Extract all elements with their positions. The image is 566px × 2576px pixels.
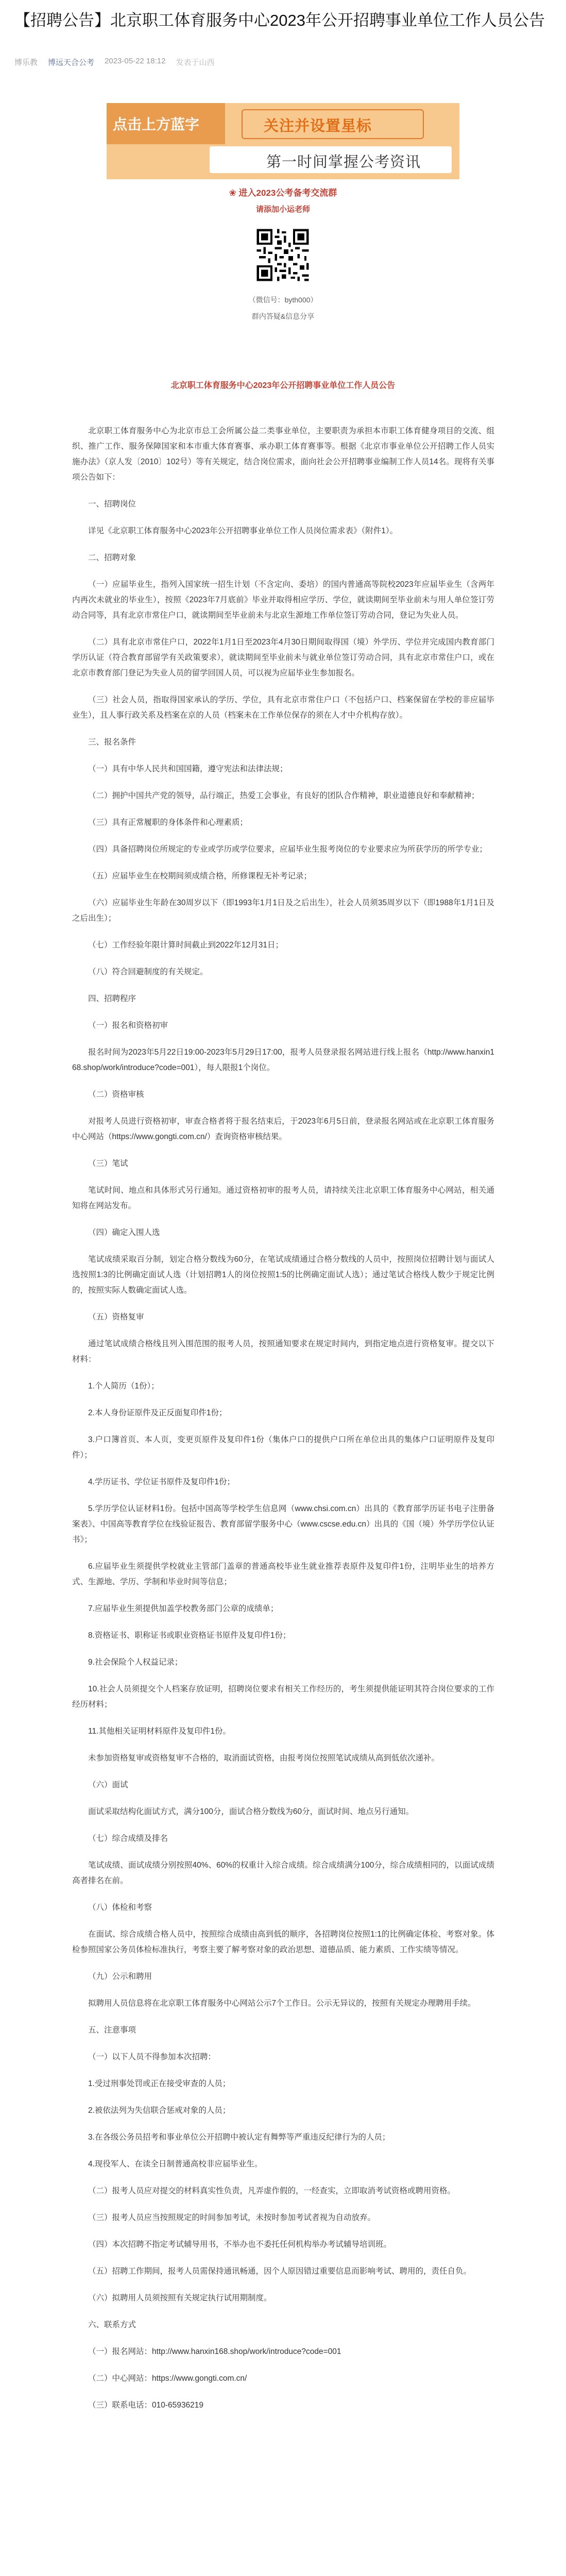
body-paragraph: 未参加资格复审或资格复审不合格的，取消面试资格，由报考岗位按照笔试成绩从高到低依次递补。 — [88, 1754, 440, 1762]
list-item: 2.本人身份证原件及正反面复印件1份； — [88, 1409, 227, 1417]
section-heading: 四、招聘程序 — [88, 994, 136, 1003]
sub-heading: （七）综合成绩及排名 — [88, 1834, 168, 1843]
qr-caption-wechat: （微信号：byth000） — [248, 296, 318, 304]
body-paragraph: （四）具备招聘岗位所规定的专业或学历或学位要求，应届毕业生报考岗位的专业要求应为所获学历的所学专业； — [88, 845, 488, 854]
list-item: 10.社会人员须提交个人档案存放证明，招聘岗位要求有相关工作经历的，考生须提供能证明其符合岗位要求的工作经历材料； — [72, 1685, 494, 1709]
list-item: 7.应届毕业生须提供加盖学校教务部门公章的成绩单； — [88, 1604, 279, 1613]
sub-heading: （一）报名和资格初审 — [88, 1021, 168, 1030]
banner-bottom-text: 第一时间掌握公考资讯 — [266, 154, 421, 171]
body-paragraph: （二）报考人员应对提交的材料真实性负责，凡弄虚作假的，一经查实，立即取消考试资格或聘用资格。 — [88, 2187, 456, 2195]
sub-heading: （五）资格复审 — [88, 1313, 144, 1321]
body-paragraph: （三）具有正常履职的身体条件和心理素质； — [88, 818, 248, 827]
sub-heading: （三）笔试 — [88, 1159, 128, 1168]
list-item: 9.社会保险个人权益记录； — [88, 1658, 183, 1667]
qr-caption-group: 群内答疑&信息分享 — [251, 312, 315, 320]
section-heading: 六、联系方式 — [88, 2320, 136, 2329]
section-heading: 一、招聘岗位 — [88, 500, 136, 509]
body-paragraph: 详见《北京职工体育服务中心2023年公开招聘事业单位工作人员岗位需求表》（附件1）。 — [88, 527, 398, 535]
list-item: 3.户口簿首页、本人页，变更页原件及复印件1份（集体户口的提供户口所在单位出具的集体户口证明原件及复印件）； — [72, 1435, 494, 1460]
body-paragraph: （六）应届毕业生年龄在30周岁以下（即1993年1月1日及之后出生），社会人员须35周岁以下（即1988年1月1日及之后出生）； — [72, 899, 494, 923]
body-paragraph: 拟聘用人员信息将在北京职工体育服务中心网站公示7个工作日。公示无异议的，按照有关规定办理聘用手续。 — [88, 1999, 476, 2008]
body-paragraph: 通过笔试成绩合格线且列入围范围的报考人员，按照通知要求在规定时间内，到指定地点进行资格复审。提交以下材料： — [72, 1340, 494, 1364]
article-body — [72, 423, 494, 2425]
sub-heading: （六）面试 — [88, 1781, 128, 1789]
sub-heading: （一）以下人员不得参加本次招聘： — [88, 2053, 216, 2061]
list-item: 1.受过刑事处罚或正在接受审查的人员； — [88, 2079, 231, 2088]
contact-registration-site[interactable]: （一）报名网站：http://www.hanxin168.shop/work/introduce?code=001 — [88, 2347, 341, 2356]
body-paragraph: （四）本次招聘不指定考试辅导用书，不举办也不委托任何机构举办考试辅导培训班。 — [88, 2240, 392, 2249]
account-name-link[interactable]: 博远天合公考 — [48, 58, 95, 67]
body-paragraph: 报名时间为2023年5月22日19:00-2023年5月29日17:00，报考人员登录报名网站进行线上报名（http://www.hanxin168.shop/work/introduce?code=001），每人限报1个岗位。 — [72, 1048, 494, 1072]
qr-code-image[interactable] — [254, 227, 311, 283]
body-paragraph: （一）具有中华人民共和国国籍，遵守宪法和法律法规； — [88, 765, 288, 773]
body-paragraph: （二）具有北京市常住户口，2022年1月1日至2023年4月30日期间取得国（境）外学历、学位并完成国内教育部门学历认证（符合教育部留学有关政策要求），就读期间至毕业前未与就业单位签订劳动合同，具有北京市常住户口，或在北京市教育部门登记为失业人员的留学回国人员，可以视为应届毕业生参加报名。 — [72, 638, 494, 677]
article-source: 博乐教 — [14, 58, 38, 67]
body-paragraph: （二）拥护中国共产党的领导，品行端正，热爱工会事业，有良好的团队合作精神，职业道德良好和奉献精神； — [88, 791, 479, 800]
article-title: 【招聘公告】北京职工体育服务中心2023年公开招聘事业单位工作人员公告 — [14, 11, 545, 29]
body-paragraph: 对报考人员进行资格初审，审查合格者将于报名结束后，于2023年6月5日前，登录报名网站或在北京职工体育服务中心网站（https://www.gongti.com.cn/）查询资格审核结果。 — [72, 1117, 494, 1141]
sub-heading: （二）资格审核 — [88, 1090, 144, 1099]
follow-banner — [107, 103, 459, 179]
banner-left-text: 点击上方蓝字 — [113, 116, 200, 132]
list-item: 11.其他相关证明材料原件及复印件1份。 — [88, 1727, 231, 1736]
list-item: 8.资格证书、职称证书或职业资格证书原件及复印件1份； — [88, 1631, 291, 1640]
body-paragraph: （五）招聘工作期间，报考人员需保持通讯畅通，因个人原因错过重要信息而影响考试、聘用的，责任自负。 — [88, 2267, 472, 2276]
banner-right-text: 关注并设置星标 — [264, 118, 372, 134]
body-paragraph: （七）工作经验年限计算时间截止到2022年12月31日； — [88, 941, 283, 950]
promo-line-1: ❀ 进入2023公考备考交流群 — [229, 188, 337, 198]
publish-location: 发表于山西 — [176, 58, 215, 67]
body-paragraph: 在面试、综合成绩合格人员中，按照综合成绩由高到低的顺序，各招聘岗位按照1:1的比例确定体检、考察对象。体检参照国家公务员体检标准执行，考察主要了解考察对象的政治思想、道德品质、能力素质、工作实绩等情况。 — [72, 1930, 494, 1954]
body-paragraph: （六）拟聘用人员须按照有关规定执行试用期制度。 — [88, 2294, 272, 2302]
section-heading: 二、招聘对象 — [88, 553, 136, 562]
list-item: 3.在各级公务员招考和事业单位公开招聘中被认定有舞弊等严重违反纪律行为的人员； — [88, 2133, 390, 2142]
body-paragraph: 笔试成绩采取百分制，划定合格分数线为60分，在笔试成绩通过合格分数线的人员中，按照岗位招聘计划与面试人选按照1:3的比例确定面试人选（计划招聘1人的岗位按照1:5的比例确定面试人选）；通过笔试合格线人数少于规定比例的，按照实际人数确定面试人选。 — [72, 1255, 494, 1295]
announcement-title: 北京职工体育服务中心2023年公开招聘事业单位工作人员公告 — [170, 381, 396, 390]
list-item: 4.学历证书、学位证书原件及复印件1份； — [88, 1478, 235, 1486]
list-item: 5.学历学位认证材料1份。包括中国高等学校学生信息网（www.chsi.com.cn）出具的《教育部学历证书电子注册备案表》、中国高等教育学位在线验证报告、教育部留学服务中心（www.cscse.edu.cn）出具的《国（境）外学历学位认证书》； — [72, 1504, 494, 1544]
body-paragraph: 北京职工体育服务中心为北京市总工会所属公益二类事业单位，主要职责为承担本市职工体育健身项目的交流、组织、推广工作、服务保障国家和本市重大体育赛事、承办职工体育赛事等。根据《北京市事业单位公开招聘工作人员实施办法》（京人发〔2010〕102号）等有关规定，结合岗位需求，面向社会公开招聘事业编制工作人员14名。现将有关事项公告如下： — [72, 427, 494, 482]
section-heading: 三、报名条件 — [88, 738, 136, 747]
body-paragraph: （五）应届毕业生在校期间须成绩合格，所修课程无补考记录； — [88, 872, 312, 880]
body-paragraph: （八）符合回避制度的有关规定。 — [88, 968, 208, 976]
sub-heading: （四）确定入围人选 — [88, 1228, 160, 1237]
body-paragraph: 面试采取结构化面试方式，满分100分，面试合格分数线为60分，面试时间、地点另行通知。 — [88, 1807, 414, 1816]
sub-heading: （九）公示和聘用 — [88, 1972, 152, 1981]
body-paragraph: （三）社会人员，指取得国家承认的学历、学位，具有北京市常住户口（不包括户口、档案保留在学校的非应届毕业生），且人事行政关系及档案在京的人员（档案未在工作单位保存的须在人才中介机构存放）。 — [72, 696, 494, 720]
list-item: 6.应届毕业生须提供学校就业主管部门盖章的普通高校毕业生就业推荐表原件及复印件1份，注明毕业生的培养方式、生源地、学历、学制和毕业时间等信息； — [72, 1562, 494, 1586]
sub-heading: （八）体检和考察 — [88, 1903, 152, 1912]
contact-center-site[interactable]: （二）中心网站：https://www.gongti.com.cn/ — [88, 2374, 247, 2383]
body-paragraph: 笔试时间、地点和具体形式另行通知。通过资格初审的报考人员，请持续关注北京职工体育服务中心网站，相关通知将在网站发布。 — [72, 1186, 494, 1210]
publish-date: 2023-05-22 18:12 — [105, 57, 166, 65]
list-item: 2.被依法列为失信联合惩戒对象的人员； — [88, 2106, 231, 2115]
promo-line-2: 请添加小运老师 — [255, 205, 310, 214]
body-paragraph: （三）报考人员应当按照规定的时间参加考试，未按时参加考试者视为自动放弃。 — [88, 2213, 376, 2222]
list-item: 1.个人简历（1份）； — [88, 1382, 159, 1391]
body-paragraph: （一）应届毕业生，指列入国家统一招生计划（不含定向、委培）的国内普通高等院校2023年应届毕业生（含两年内再次未就业的毕业生），按照《2023年7月底前》毕业并取得相应学历、学位，就读期间至毕业前未与用人单位签订劳动合同等，具有北京市常住户口，就读期间至毕业前未与北京生源地工作单位签订劳动合同，登记为失业人员。 — [72, 580, 494, 620]
list-item: 4.现役军人、在读全日制普通高校非应届毕业生。 — [88, 2160, 263, 2168]
contact-phone: （三）联系电话：010-65936219 — [88, 2401, 203, 2410]
body-paragraph: 笔试成绩、面试成绩分别按照40%、60%的权重计入综合成绩。综合成绩满分100分，综合成绩相同的，以面试成绩高者排名在前。 — [72, 1861, 494, 1885]
section-heading: 五、注意事项 — [88, 2026, 136, 2035]
article-meta — [14, 57, 214, 67]
